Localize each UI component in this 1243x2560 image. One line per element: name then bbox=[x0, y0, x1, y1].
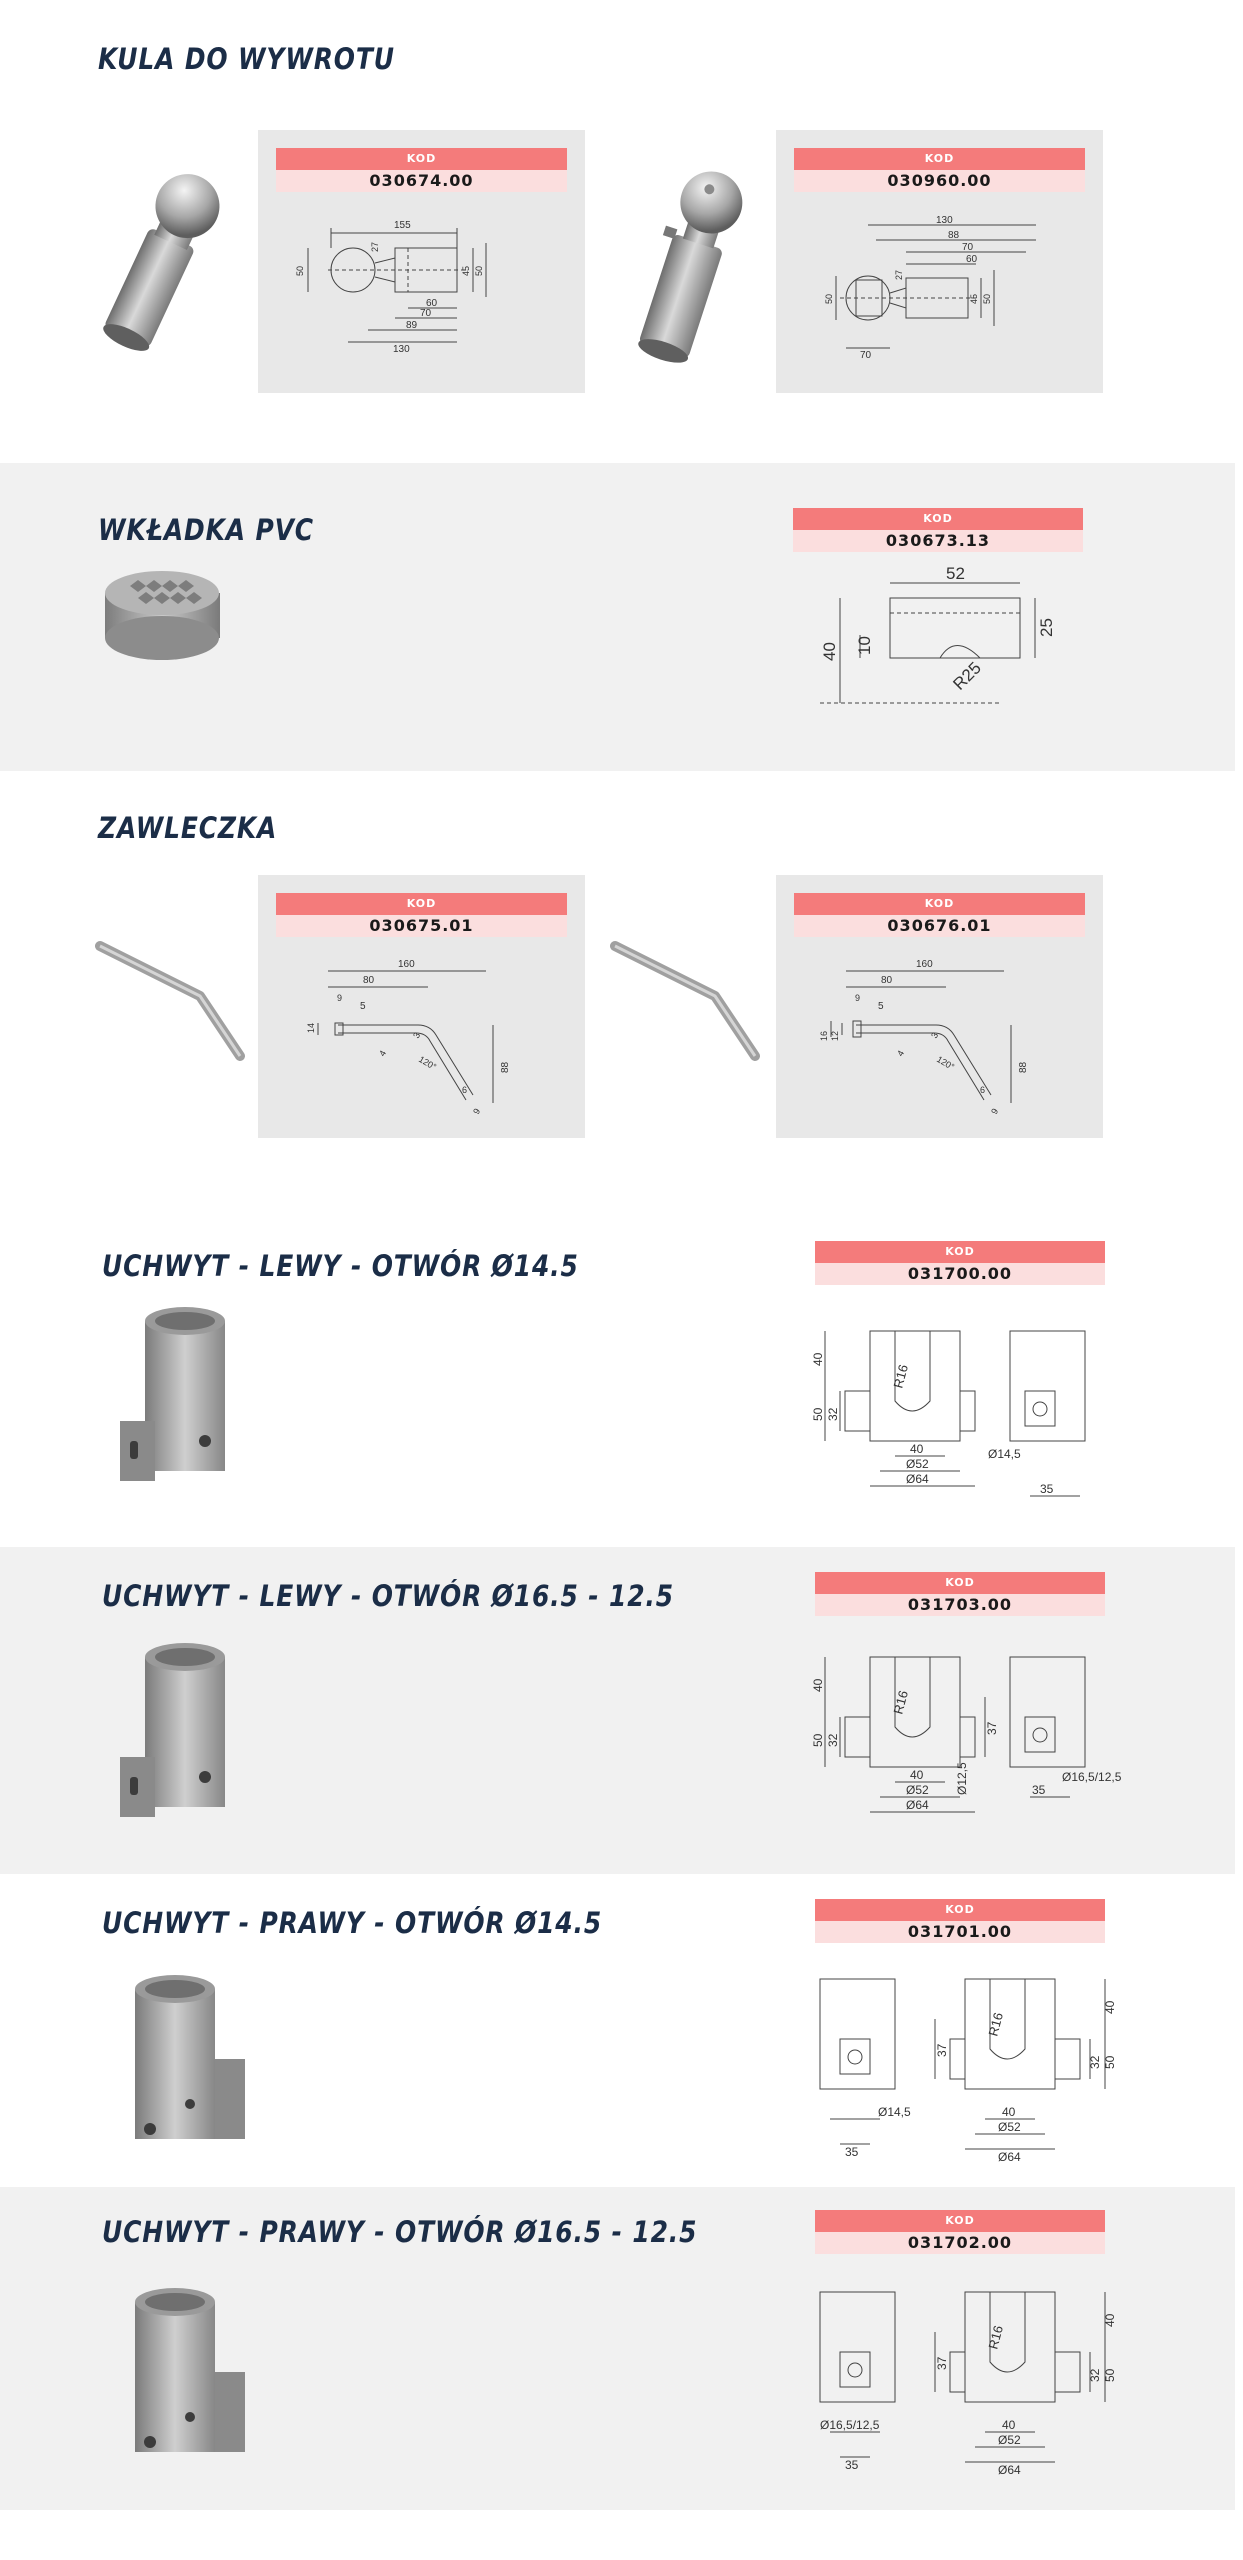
dim-label: Ø52 bbox=[998, 2120, 1021, 2134]
dim-label: 37 bbox=[985, 1721, 999, 1735]
holder-image bbox=[120, 1969, 270, 2169]
kod-label: KOD bbox=[276, 893, 567, 915]
product-code: 030673.13 bbox=[793, 530, 1083, 552]
dim-label: 3 bbox=[411, 1030, 423, 1040]
kod-label: KOD bbox=[815, 2210, 1105, 2232]
dim-label: 130 bbox=[936, 215, 953, 226]
dim-label: 45 bbox=[969, 293, 979, 304]
dim-label: Ø16,5/12,5 bbox=[820, 2418, 880, 2432]
dim-label: 50 bbox=[295, 265, 305, 276]
dim-label: 32 bbox=[826, 1407, 840, 1421]
dim-label: 70 bbox=[860, 350, 872, 361]
kod-label: KOD bbox=[793, 508, 1083, 530]
dim-label: 40 bbox=[1103, 2313, 1117, 2327]
dim-label: Ø64 bbox=[906, 1798, 929, 1812]
dim-label: 40 bbox=[811, 1678, 825, 1692]
dim-label: 16 bbox=[819, 1030, 829, 1041]
dim-label: 120° bbox=[417, 1054, 439, 1073]
dim-label: 88 bbox=[948, 230, 960, 241]
dim-label: 40 bbox=[811, 1352, 825, 1366]
dim-label: Ø16,5/12,5 bbox=[1062, 1770, 1122, 1784]
dim-label: 50 bbox=[982, 293, 992, 304]
dim-label: R16 bbox=[890, 1362, 912, 1390]
drawing-card bbox=[258, 130, 585, 393]
technical-drawing bbox=[800, 563, 1080, 733]
dim-label: 5 bbox=[360, 1001, 366, 1012]
dim-label: 160 bbox=[398, 959, 415, 970]
kod-block bbox=[815, 2210, 1105, 2254]
dim-label: 9 bbox=[471, 1106, 483, 1116]
dim-label: 50 bbox=[811, 1733, 825, 1747]
dim-label: 50 bbox=[474, 265, 484, 276]
dim-label: 40 bbox=[1103, 2000, 1117, 2014]
drawing-card bbox=[258, 875, 585, 1138]
holder-image bbox=[110, 1301, 260, 1501]
dim-label: 37 bbox=[935, 2043, 949, 2057]
dim-label: Ø64 bbox=[998, 2150, 1021, 2164]
dim-label: Ø12,5 bbox=[955, 1762, 969, 1795]
dim-label: 6 bbox=[980, 1085, 986, 1095]
drawing-card bbox=[776, 130, 1103, 393]
dim-label: 50 bbox=[824, 293, 834, 304]
dim-label: 37 bbox=[935, 2356, 949, 2370]
technical-drawing bbox=[800, 2282, 1140, 2492]
dim-label: 52 bbox=[946, 564, 965, 583]
dim-label: 40 bbox=[1002, 2418, 1016, 2432]
dim-label: 25 bbox=[1037, 618, 1056, 637]
cotter-pin-image bbox=[605, 936, 765, 1066]
product-code: 030676.01 bbox=[794, 915, 1085, 937]
ball-hitch-image bbox=[90, 165, 230, 365]
dim-label: 70 bbox=[962, 242, 974, 253]
technical-drawing bbox=[776, 130, 1103, 393]
kod-label: KOD bbox=[794, 893, 1085, 915]
dim-label: 88 bbox=[500, 1061, 511, 1073]
section-title: KULA DO WYWROTU bbox=[98, 42, 395, 76]
dim-label: 14 bbox=[306, 1022, 316, 1033]
dim-label: Ø14,5 bbox=[988, 1447, 1021, 1461]
kod-block bbox=[815, 1899, 1105, 1943]
product-code: 030960.00 bbox=[794, 170, 1085, 192]
dim-label: Ø64 bbox=[998, 2463, 1021, 2477]
drawing-card bbox=[776, 875, 1103, 1138]
dim-label: R16 bbox=[890, 1688, 912, 1716]
dim-label: 35 bbox=[1040, 1482, 1054, 1496]
dim-label: Ø14,5 bbox=[878, 2105, 911, 2119]
kod-label: KOD bbox=[276, 148, 567, 170]
section-title: UCHWYT - PRAWY - OTWÓR Ø14.5 bbox=[102, 1906, 603, 1940]
kod-label: KOD bbox=[815, 1899, 1105, 1921]
holder-image bbox=[120, 2282, 270, 2482]
technical-drawing bbox=[258, 130, 585, 393]
kod-block bbox=[815, 1572, 1105, 1616]
product-code: 031703.00 bbox=[815, 1594, 1105, 1616]
dim-label: 160 bbox=[916, 959, 933, 970]
dim-label: 27 bbox=[894, 269, 904, 280]
product-code: 030675.01 bbox=[276, 915, 567, 937]
dim-label: Ø52 bbox=[906, 1457, 929, 1471]
dim-label: R16 bbox=[985, 2010, 1007, 2038]
product-code: 031700.00 bbox=[815, 1263, 1105, 1285]
product-code: 030674.00 bbox=[276, 170, 567, 192]
dim-label: 35 bbox=[1032, 1783, 1046, 1797]
section-title: WKŁADKA PVC bbox=[98, 513, 314, 547]
ball-hitch-image bbox=[625, 165, 755, 365]
section-title: UCHWYT - PRAWY - OTWÓR Ø16.5 - 12.5 bbox=[102, 2215, 698, 2249]
dim-label: 5 bbox=[878, 1001, 884, 1012]
dim-label: 6 bbox=[462, 1085, 468, 1095]
dim-label: 40 bbox=[820, 642, 839, 661]
dim-label: Ø52 bbox=[906, 1783, 929, 1797]
dim-label: 9 bbox=[337, 993, 343, 1003]
dim-label: 60 bbox=[426, 298, 438, 309]
dim-label: 27 bbox=[370, 241, 380, 252]
section-title: UCHWYT - LEWY - OTWÓR Ø14.5 bbox=[102, 1249, 579, 1283]
dim-label: 130 bbox=[393, 344, 410, 355]
dim-label: 9 bbox=[855, 993, 861, 1003]
dim-label: R16 bbox=[985, 2323, 1007, 2351]
section-wkladka bbox=[0, 463, 1235, 771]
dim-label: 88 bbox=[1018, 1061, 1029, 1073]
product-code: 031701.00 bbox=[815, 1921, 1105, 1943]
dim-label: 89 bbox=[406, 320, 418, 331]
dim-label: 4 bbox=[895, 1048, 907, 1058]
technical-drawing bbox=[258, 875, 585, 1138]
section-uchwyt-lewy-145 bbox=[0, 1171, 1235, 1547]
pvc-insert-image bbox=[100, 568, 225, 668]
section-uchwyt-prawy-145 bbox=[0, 1874, 1235, 2187]
dim-label: 50 bbox=[1103, 2368, 1117, 2382]
dim-label: Ø52 bbox=[998, 2433, 1021, 2447]
kod-block bbox=[793, 508, 1083, 552]
dim-label: 4 bbox=[377, 1048, 389, 1058]
technical-drawing bbox=[800, 1321, 1140, 1531]
dim-label: R25 bbox=[949, 658, 985, 694]
dim-label: 70 bbox=[420, 308, 432, 319]
product-code: 031702.00 bbox=[815, 2232, 1105, 2254]
technical-drawing bbox=[776, 875, 1103, 1138]
kod-label: KOD bbox=[794, 148, 1085, 170]
dim-label: 32 bbox=[1088, 2055, 1102, 2069]
dim-label: 60 bbox=[966, 254, 978, 265]
dim-label: 40 bbox=[910, 1442, 924, 1456]
dim-label: 120° bbox=[935, 1054, 957, 1073]
section-uchwyt-prawy-165 bbox=[0, 2187, 1235, 2510]
dim-label: 80 bbox=[881, 975, 893, 986]
dim-label: 32 bbox=[1088, 2368, 1102, 2382]
dim-label: 32 bbox=[826, 1733, 840, 1747]
cotter-pin-image bbox=[90, 936, 250, 1066]
dim-label: Ø64 bbox=[906, 1472, 929, 1486]
section-zawleczka bbox=[0, 771, 1235, 1171]
dim-label: 80 bbox=[363, 975, 375, 986]
dim-label: 155 bbox=[394, 220, 411, 231]
dim-label: 40 bbox=[1002, 2105, 1016, 2119]
dim-label: 9 bbox=[989, 1106, 1001, 1116]
dim-label: 35 bbox=[845, 2458, 859, 2472]
kod-label: KOD bbox=[815, 1241, 1105, 1263]
holder-image bbox=[110, 1637, 260, 1837]
dim-label: 40 bbox=[910, 1768, 924, 1782]
dim-label: 10 bbox=[855, 636, 874, 655]
section-uchwyt-lewy-165 bbox=[0, 1547, 1235, 1874]
dim-label: 12 bbox=[830, 1030, 840, 1041]
dim-label: 3 bbox=[929, 1030, 941, 1040]
dim-label: 50 bbox=[1103, 2055, 1117, 2069]
technical-drawing bbox=[800, 1647, 1140, 1857]
dim-label: 50 bbox=[811, 1407, 825, 1421]
technical-drawing bbox=[800, 1969, 1140, 2179]
kod-label: KOD bbox=[815, 1572, 1105, 1594]
dim-label: 45 bbox=[461, 265, 471, 276]
section-kula bbox=[0, 0, 1235, 460]
dim-label: 35 bbox=[845, 2145, 859, 2159]
section-title: ZAWLECZKA bbox=[98, 811, 278, 845]
section-title: UCHWYT - LEWY - OTWÓR Ø16.5 - 12.5 bbox=[102, 1579, 674, 1613]
kod-block bbox=[815, 1241, 1105, 1285]
